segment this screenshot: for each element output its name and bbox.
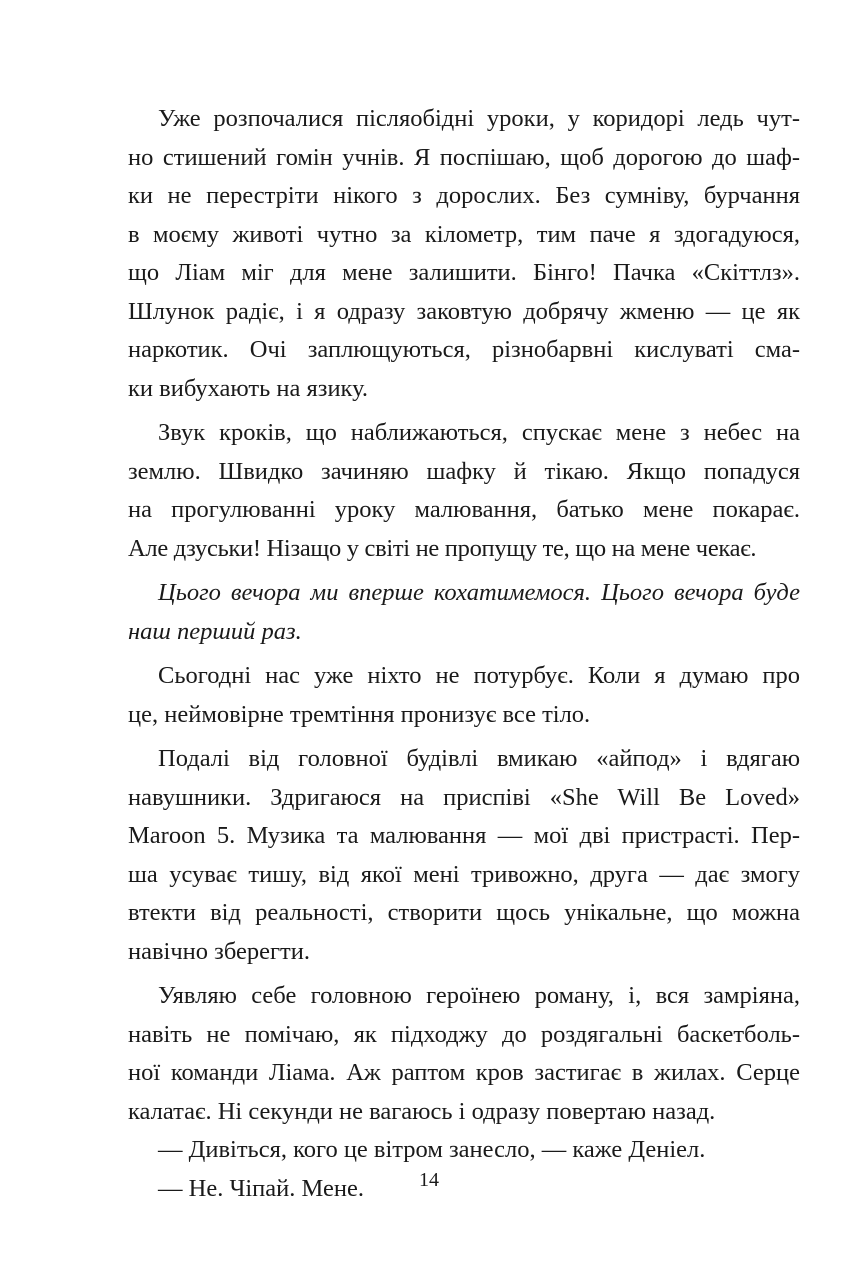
text-line: що Ліам міг для мене залишити. Бінго! Пачка «Скіттлз». (128, 259, 800, 286)
text-line: на прогулюванні уроку малювання, батько мене покарає. (128, 496, 800, 523)
text-line: наркотик. Очі заплющуються, різнобарвні кислуваті сма- (128, 336, 800, 363)
paragraph-5 (128, 740, 800, 971)
page-text (128, 100, 800, 1208)
text-line: ної команди Ліама. Аж раптом кров застигає в жилах. Серце (128, 1059, 800, 1086)
paragraph-6 (128, 977, 800, 1131)
text-line: Подалі від головної будівлі вмикаю «айпод» і вдягаю (158, 745, 800, 772)
text-line: ки вибухають на язику. (128, 374, 369, 402)
text-line: ки не перестріти нікого з дорослих. Без сумніву, бурчання (128, 182, 800, 209)
text-line: в моєму животі чутно за кілометр, тим паче я здогадуюся, (128, 220, 800, 248)
text-line: — Не. Чіпай. Мене. (158, 1174, 364, 1202)
text-line: це, неймовірне тремтіння пронизує все тіло. (128, 700, 591, 728)
text-line: Сьогодні нас уже ніхто не потурбує. Коли я думаю про (158, 662, 800, 689)
text-line: Але дзуськи! Нізащо у світі не пропущу те, що на мене чекає. (128, 534, 757, 562)
text-line: втекти від реальності, створити щось унікальне, що можна (128, 899, 800, 926)
paragraph-1 (128, 100, 800, 408)
paragraph-2 (128, 414, 800, 568)
paragraph-3-italic (128, 574, 800, 651)
text-line: наш перший раз. (128, 617, 302, 645)
text-line: навушники. Здригаюся на приспіві «She Will Be Loved» (128, 783, 800, 811)
text-line: ша усуває тишу, від якої мені тривожно, друга — дає змогу (128, 860, 800, 888)
text-line: Уже розпочалися післяобідні уроки, у коридорі ледь чут- (158, 105, 800, 132)
text-line: — Дивіться, кого це вітром занесло, — каже Деніел. (158, 1136, 706, 1163)
text-line: навіть не помічаю, як підходжу до роздягальні баскетболь- (128, 1020, 800, 1048)
text-line: навічно зберегти. (128, 937, 310, 965)
text-line: Звук кроків, що наближаються, спускає мене з небес на (158, 419, 800, 446)
page-number: 14 (419, 1169, 439, 1191)
text-line: Шлунок радіє, і я одразу заковтую добрячу жменю — це як (128, 297, 800, 325)
text-line: Цього вечора ми вперше кохатимемося. Цього вечора буде (158, 579, 800, 606)
text-line: калатає. Ні секунди не вагаюсь і одразу повертаю назад. (128, 1097, 716, 1125)
paragraph-4 (128, 657, 800, 734)
text-line: Уявляю себе головною героїнею роману, і, вся замріяна, (158, 982, 800, 1009)
text-line: но стишений гомін учнів. Я поспішаю, щоб дорогою до шаф- (128, 143, 800, 171)
text-line: Maroon 5. Музика та малювання — мої дві пристрасті. Пер- (128, 822, 800, 849)
paragraph-7-dialogue (128, 1131, 800, 1170)
text-line: землю. Швидко зачиняю шафку й тікаю. Якщо попадуся (128, 457, 800, 485)
